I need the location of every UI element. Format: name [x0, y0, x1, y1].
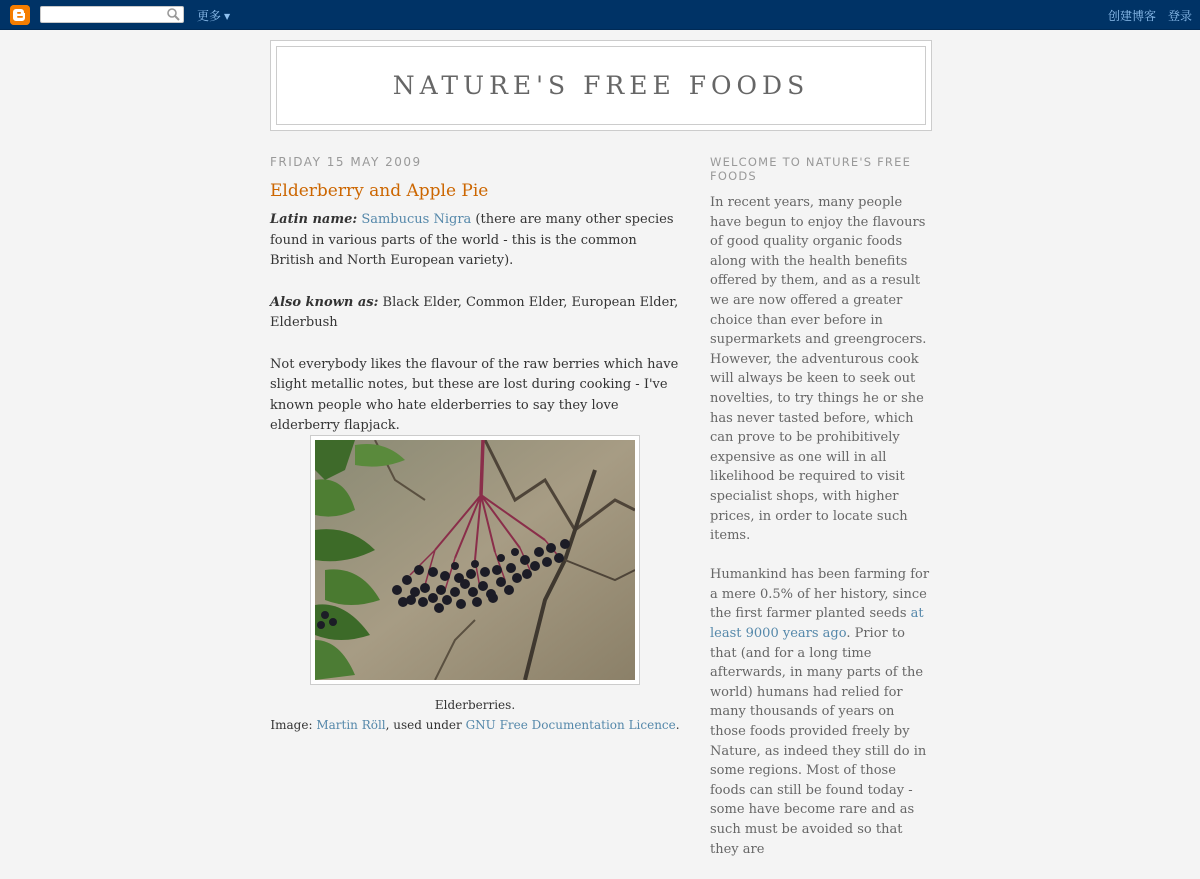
caption-author-link[interactable]: Martin Röll: [316, 718, 386, 732]
magnifier-icon[interactable]: [167, 8, 180, 21]
also-known-paragraph: [270, 293, 680, 334]
blogger-navbar: [0, 0, 1200, 30]
latin-name-text: (there are many other species found in various parts of the world - this is the common British and North European variety).: [270, 212, 674, 268]
post-title-link[interactable]: Elderberry and Apple Pie: [270, 181, 489, 201]
farming-history-link[interactable]: at least 9000 years ago: [710, 606, 924, 642]
post-body: [270, 210, 680, 437]
blog-header: [270, 40, 932, 131]
blog-title[interactable]: NATURE'S FREE FOODS: [392, 71, 810, 100]
elderberry-image: [315, 440, 635, 680]
caption-end: .: [675, 718, 680, 732]
post-date: FRIDAY 15 MAY 2009: [270, 155, 422, 169]
more-menu-button[interactable]: [197, 7, 230, 24]
more-menu-label: 更多: [197, 9, 222, 23]
login-link[interactable]: 登录: [1167, 9, 1192, 23]
caption-licence-link[interactable]: GNU Free Documentation Licence: [465, 718, 676, 732]
flavour-paragraph: Not everybody likes the flavour of the raw berries which have slight metallic notes, but these are lost during cooking - I've known people who hate elderberries to say they love elderberry flapjack.: [270, 356, 679, 433]
create-blog-link[interactable]: 创建博客: [1107, 9, 1156, 23]
navbar-right-links: [1096, 7, 1192, 24]
sidebar-paragraph-1: In recent years, many people have begun to enjoy the flavours of good quality organic foods along with the health benefits offered by them, and as a result we are now offered a greater choice than ever before in supermarkets and greengrocers. However, the adventurous cook will always be keen to seek out novelties, to try things he or she has never tasted before, which can prove to be prohibitively expensive as one will in all likelihood be required to visit specialist shops, with higher prices, in order to locate such items.: [710, 195, 927, 544]
elderberry-photo[interactable]: [310, 435, 640, 685]
main-column: [270, 150, 680, 732]
latin-name-paragraph: [270, 210, 680, 272]
caption-prefix: Image:: [270, 718, 317, 732]
sidebar: [710, 155, 932, 879]
sidebar-widget-text: [710, 193, 932, 859]
blogger-logo-icon[interactable]: [10, 5, 30, 25]
sidebar-widget-title: WELCOME TO NATURE'S FREE FOODS: [710, 155, 912, 183]
blog-header-inner: [276, 46, 926, 125]
navbar-search-box[interactable]: [40, 6, 184, 23]
search-input[interactable]: [43, 7, 161, 22]
sidebar-paragraph-2: [710, 565, 932, 859]
caret-down-icon: ▼: [224, 12, 231, 21]
latin-name-label: Latin name:: [270, 212, 358, 227]
caption-line-1: Elderberries.: [434, 698, 516, 712]
sidebar-paragraph-2-start: Humankind has been farming for a mere 0.5% of her history, since the first farmer planted seeds: [710, 567, 930, 622]
photo-caption: [270, 695, 680, 735]
caption-line-2: [270, 715, 680, 735]
also-known-text: Black Elder, Common Elder, European Elder, Elderbush: [270, 294, 679, 330]
caption-mid: , used under: [385, 718, 466, 732]
sambucus-nigra-link[interactable]: Sambucus Nigra: [361, 212, 472, 227]
sidebar-paragraph-2-rest: . Prior to that (and for a long time afterwards, in many parts of the world) humans had relied for many thousands of years on those foods provided freely by Nature, as indeed they still do in some regions. Most of those foods can still be found today - some have become rare and as such must be avoided so that they are: [710, 626, 927, 857]
also-known-label: Also known as:: [270, 294, 379, 310]
